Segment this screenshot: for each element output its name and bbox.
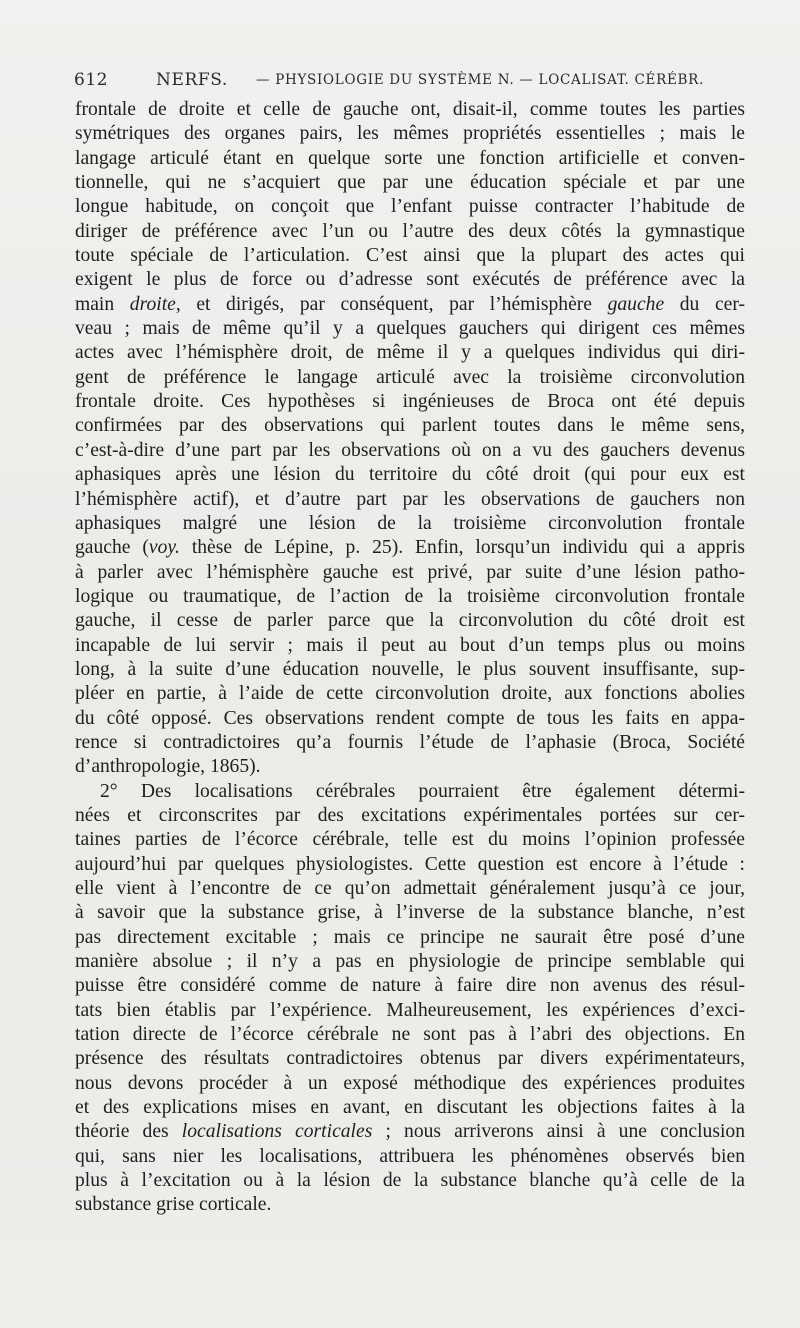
text-line: rence si contradictoires qu’a fournis l’étude de l’aphasie (Broca, Société [75, 731, 745, 753]
text-line: qui, sans nier les localisations, attribuera les phénomènes observés bien [75, 1145, 745, 1167]
text-line: frontale droite. Ces hypothèses si ingénieuses de Broca ont été depuis [75, 391, 745, 413]
text-line: c’est-à-dire d’une part par les observations où on a vu des gauchers devenus [75, 439, 745, 461]
text-line: diriger de préférence avec l’un ou l’autre des deux côtés la gymnastique [75, 220, 745, 242]
running-header [74, 70, 754, 98]
text-line: taines parties de l’écorce cérébrale, telle est du moins l’opinion professée [75, 829, 745, 851]
text-line: et des explications mises en avant, en discutant les objections faites à la [75, 1097, 745, 1119]
text-line: aujourd’hui par quelques physiologistes. Cette question est encore à l’étude : [75, 853, 745, 875]
text-line: gauche, il cesse de parler parce que la circonvolution du côté droit est [75, 610, 745, 632]
text-line: main droite, et dirigés, par conséquent, par l’hémisphère gauche du cer- [75, 293, 745, 315]
text-line: pléer en partie, à l’aide de cette circonvolution droite, aux fonctions abolies [75, 683, 745, 705]
text-line: frontale de droite et celle de gauche ont, disait-il, comme toutes les parties [75, 99, 745, 120]
page-number: 612 [74, 70, 108, 90]
text-line: aphasiques malgré une lésion de la troisième circonvolution frontale [75, 512, 745, 534]
header-subtitle: — PHYSIOLOGIE DU SYSTÈME N. — LOCALISAT. CÉRÉBR. [256, 72, 705, 88]
paragraph-end-line: d’anthropologie, 1865). [75, 756, 261, 778]
text-line: elle vient à l’encontre de ce qu’on admettait généralement jusqu’à ce jour, [75, 878, 745, 899]
text-line: veau ; mais de même qu’il y a quelques gauchers qui dirigent ces mêmes [75, 318, 745, 340]
text-line: logique ou traumatique, de l’action de la troisième circonvolution frontale [75, 585, 745, 607]
text-line: tats bien établis par l’expérience. Malheureusement, les expériences d’exci- [75, 999, 745, 1021]
text-line: long, à la suite d’une éducation nouvelle, le plus souvent insuffisante, sup- [75, 658, 745, 680]
text-line: plus à l’excitation ou à la lésion de la substance blanche qu’à celle de la [75, 1170, 745, 1192]
text-line: théorie des localisations corticales ; nous arriverons ainsi à une conclusion [75, 1121, 745, 1143]
text-line: à parler avec l’hémisphère gauche est privé, par suite d’une lésion patho- [75, 561, 745, 583]
text-line: manière absolue ; il n’y a pas en physiologie de principe semblable qui [75, 951, 745, 973]
text-line: gauche (voy. thèse de Lépine, p. 25). Enfin, lorsqu’un individu qui a appris [75, 537, 745, 559]
text-line: présence des résultats contradictoires obtenus par divers expérimentateurs, [75, 1048, 745, 1070]
text-line: nous devons procéder à un exposé méthodique des expériences produites [75, 1072, 745, 1094]
text-line: gent de préférence le langage articulé avec la troisième circonvolution [75, 366, 745, 388]
text-line: à savoir que la substance grise, à l’inverse de la substance blanche, n’est [75, 902, 745, 924]
paragraph-start-line: 2° Des localisations cérébrales pourraient être également détermi- [100, 780, 745, 802]
text-line: l’hémisphère actif), et d’autre part par les observations de gauchers non [75, 488, 745, 510]
text-line: puisse être considéré comme de nature à faire dire non avenus des résul- [75, 975, 745, 997]
text-line: confirmées par des observations qui parlent toutes dans le même sens, [75, 415, 745, 437]
text-line: nées et circonscrites par des excitations expérimentales portées sur cer- [75, 804, 745, 826]
text-line: toute spéciale de l’articulation. C’est ainsi que la plupart des actes qui [75, 245, 745, 267]
text-line: exigent le plus de force ou d’adresse sont exécutés de préférence avec la [75, 269, 745, 291]
text-line: tation directe de l’écorce cérébrale ne sont pas à l’abri des objections. En [75, 1024, 745, 1046]
text-line: aphasiques après une lésion du territoire du côté droit (qui pour eux est [75, 464, 745, 486]
paragraph-end-line: substance grise corticale. [75, 1194, 272, 1216]
text-line: longue habitude, on conçoit que l’enfant puisse contracter l’habitude de [75, 196, 745, 218]
text-line: du côté opposé. Ces observations rendent compte de tous les faits en appa- [75, 707, 745, 729]
text-line: symétriques des organes pairs, les mêmes propriétés essentielles ; mais le [75, 123, 745, 145]
body-text [75, 98, 745, 1218]
text-line: pas directement excitable ; mais ce principe ne saurait être posé d’une [75, 926, 745, 948]
text-line: incapable de lui servir ; mais il peut au bout d’un temps plus ou moins [75, 634, 745, 656]
text-line: tionnelle, qui ne s’acquiert que par une éducation spéciale et par une [75, 172, 745, 194]
header-title: NERFS. [156, 70, 228, 90]
text-line: langage articulé étant en quelque sorte une fonction artificielle et conven- [75, 147, 745, 169]
text-line: actes avec l’hémisphère droit, de même il y a quelques individus qui diri- [75, 342, 745, 364]
